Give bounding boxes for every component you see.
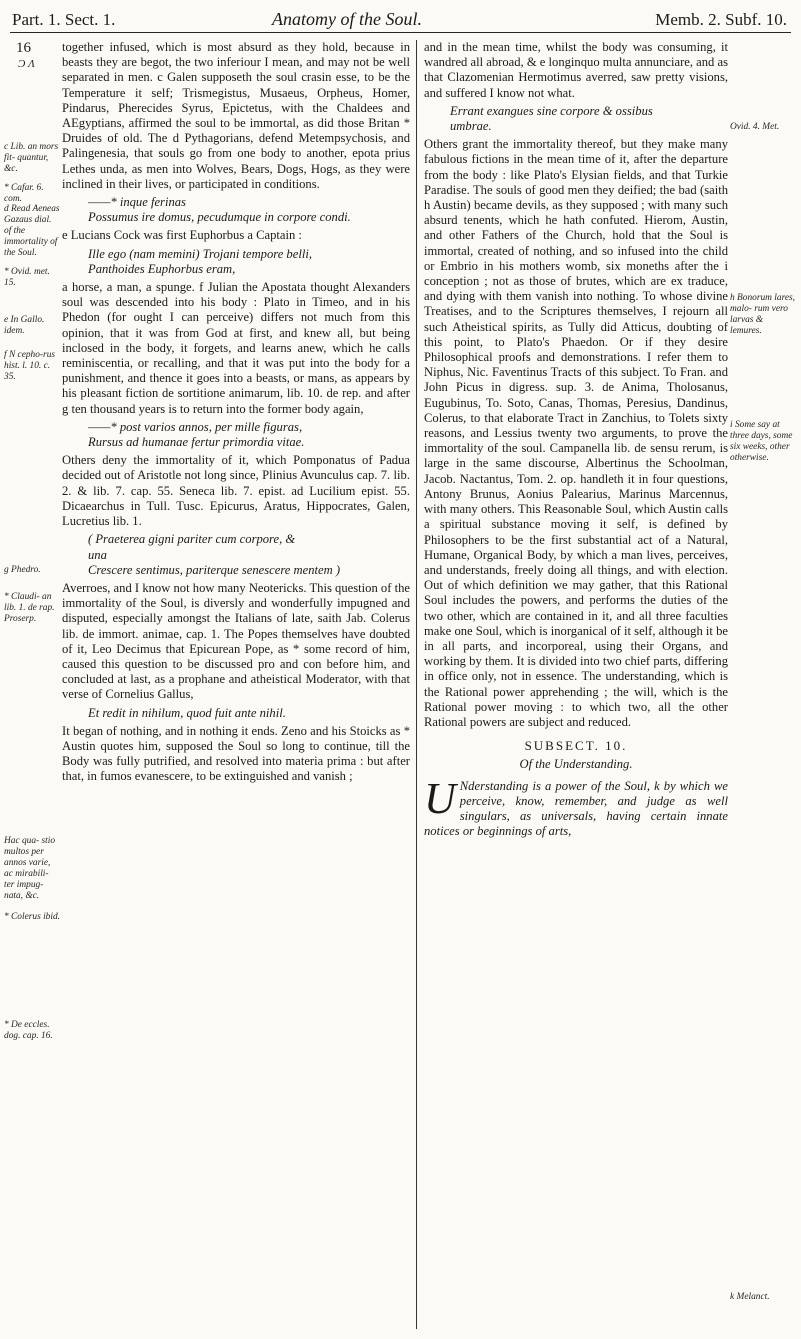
margin-note: e In Gallo. idem.	[4, 315, 45, 336]
drop-cap: U	[424, 773, 456, 823]
margin-note: * Cafar. 6. com.	[4, 183, 44, 204]
margin-note: c Lib. an mors fit- quantur, &c.	[4, 142, 59, 174]
verse-line: Possumus ire domus, pecudumque in corpore condi.	[88, 210, 351, 225]
verse-line: Rursus ad humanae fertur primordia vitae.	[88, 435, 305, 450]
margin-note: * De eccles. dog. cap. 16.	[4, 1020, 53, 1041]
paragraph: together infused, which is most absurd as they hold, because in beasts they are begot, the two inferiour I mean, and may not be well separated in men. c Galen supposeth the soul crasin esse, to be the Temperature it self; Trismegistus, Musaeus, Orpheus, Homer, Pindarus, Pherecides Syrus, Epictetus, with the Chaldees and AEgyptians, affirmed the soul to be immortal, as did those Britan * Druides of old. The d Pythagorians, defend Metempsychosis, and Palingenesia, that souls go from one body to another, epota prius Lethes unda, as men into Wolves, Bears, Dogs, Hogs, as they were inclined in their lives, or participated in conditions.	[62, 40, 410, 191]
verse-line: Crescere sentimus, pariterque senescere mentem )	[88, 562, 341, 577]
margin-note: Hac qua- stio multos per annos varie, ac mirabili- ter impug- nata, &c.	[4, 836, 56, 901]
verse-line: Et redit in nihilum, quod fuit ante nihil.	[88, 705, 286, 720]
margin-note: Ovid. 4. Met.	[730, 122, 780, 132]
paragraph: Others deny the immortality of it, which Pomponatus of Padua decided out of Aristotle not long since, Plinius Avunculus cap. 7. lib. 2. & lib. 7. cap. 55. Seneca lib. 7. epist. ad Lucilium epist. 55. Dicaearchus in Tull. Tusc. Epicurus, Aratus, Hippocrates, Galen, Lucretius lib. 1.	[62, 453, 410, 529]
verse-line: Errant exangues sine corpore & ossibus	[450, 103, 653, 118]
section-heading: SUBSECT. 10.	[524, 738, 628, 754]
verse-quote	[62, 706, 410, 721]
margin-note: h Bonorum lares, malo- rum vero larvas & lemures.	[730, 293, 796, 336]
definition-text: Nderstanding is a power of the Soul, k by which we perceive, know, remember, and judge as well singulars, as universals, having certain innate notices or beginnings of arts,	[424, 778, 728, 839]
margin-note: i Some say at three days, some six weeks, other otherwise.	[730, 420, 793, 463]
margin-note: * Claudi- an lib. 1. de rap. Proserp.	[4, 592, 55, 624]
verse-quote	[62, 195, 410, 225]
margin-note: * Colerus ibid.	[4, 912, 60, 922]
page-number: 16	[16, 40, 31, 56]
column-divider	[416, 40, 417, 1329]
paragraph: and in the mean time, whilst the body was consuming, it wandred all abroad, & e longinquo multa annunciare, and as that Clazomenian Hermotimus averred, saw pretty visions, and suffered I know not what.	[424, 40, 728, 100]
paragraph: a horse, a man, a spunge. f Julian the Apostata thought Alexanders soul was descended into his body : Plato in Timeo, and in his Phedon (for ought I can perceive) differs not much from this opinion, that it was from God at first, and knew all, but being inclosed in the body, it forgets, and learns anew, which he calls reminiscentia, or recalling, and that it was put into the body for a punishment, and thence it goes into a beasts, or mans, as appears by his pleasant fiction de sortitione animarum, lib. 10. de rep. and after g ten thousand years is to return into the former body again,	[62, 280, 410, 416]
verse-line: una	[88, 547, 107, 562]
margin-note: f N cepho-rus hist. l. 10. c. 35.	[4, 350, 56, 382]
verse-quote	[424, 104, 728, 134]
verse-line: Ille ego (nam memini) Trojani tempore belli,	[88, 246, 312, 261]
margin-note: d Read Aeneas Gazaus dial. of the immortality of the Soul.	[4, 204, 60, 258]
paragraph: It began of nothing, and in nothing it ends. Zeno and his Stoicks as * Austin quotes him, supposed the Soul so long to continue, till the Body was fully putrified, and resolved into materia prima : but after that, in fumos evanescere, to be extinguished and vanish ;	[62, 723, 410, 784]
section-subtitle: Of the Understanding.	[519, 757, 633, 772]
verse-line: ( Praeterea gigni pariter cum corpore, &	[88, 532, 296, 547]
paragraph: Others grant the immortality thereof, but they make many fabulous fictions in the mean time of it, after the departure from the body : like Plato's Elysian fields, and that Turkie Paradise. The souls of good men they deified; the bad (saith h Austin) became devils, as they supposed ; with many such absurd tenents, which he hath confuted. Hierom, Austin, and other Fathers of the Church, hold that the Soul is immortal, created of nothing, and so infused into the child or Embrio in his mothers womb, six moneths after the i conception ; not as those of brutes, which are ex traduce, and dying with them vanish into nothing. To whose divine Treatises, and to the Scriptures themselves, I rejourn all such Atheistical spirits, as Tully did Atticus, doubting of this point, to Plato's Phaedon. Or if they desire Philosophical proofs and demonstrations. I refer them to Niphus, Nic. Faventinus Tracts of this subject. To Fran. and John Picus in digress. sup. 3. de Anima, Tholosanus, Eugubinus, To. Soto, Canas, Thomas, Peresius, Dandinus, Colerus, to that elaborate Tract in Zanchius, to Tolets sixty reasons, and Lessius twenty two arguments, to prove the immortality of the soul. Campanella lib. de sensu rerum, is large in the same discourse, Albertinus the Schoolman, Jacob. Nactantus, Tom. 2. op. handleth it in four questions, Antony Brunus, Aonius Palearius, Marinus Marcennus, with many others. This Reasonable Soul, which Austin calls a spiritual substance moving it self, is defined by Philosophers to be the first substantial act of a Natural, Humane, Organical Body, by which a man lives, perceives, and understands, freely doing all things, and with election. Out of which definition we may gather, that this Rational Soul includes the powers, and performs the duties of the two other, which are contained in it, and all three faculties make one Soul, which is inorganical of it self, although it be in all parts, and incorporeal, using their Organs, and working by them. It is divided into two chief parts, differing in office only, not in essence. The understanding, which is the Rational power apprehending ; the will, which is the Rational power moving : to which two, all the other Rational powers are subject and reduced.	[424, 137, 728, 729]
paragraph: e Lucians Cock was first Euphorbus a Captain :	[62, 228, 302, 243]
signature-mark: Ɔ Ʌ	[18, 58, 35, 70]
verse-quote	[62, 247, 410, 277]
left-column	[62, 40, 410, 788]
header-title: Anatomy of the Soul.	[272, 9, 422, 29]
margin-note: k Melanct.	[730, 1292, 770, 1302]
verse-quote	[62, 420, 410, 450]
margin-note: * Ovid. met. 15.	[4, 267, 50, 288]
verse-line: Panthoides Euphorbus eram,	[88, 261, 236, 276]
header-member: Memb. 2. Subf. 10.	[655, 10, 787, 29]
verse-line: ——* inque ferinas	[88, 195, 186, 210]
definition-paragraph	[424, 773, 728, 840]
right-column	[424, 40, 728, 842]
paragraph: Averroes, and I know not how many Neotericks. This question of the immortality of the Soul, is diversly and wonderfully impugned and disputed, especially amongst the Italians of late, saith Jab. Colerus lib. de immort. animae, cap. 1. The Popes themselves have doubted of it, Leo Decimus that Epicurean Pope, as * some record of him, caused this question to be discussed pro and con before him, and concluded at last, as a prophane and atheistical Moderator, with that verse of Cornelius Gallus,	[62, 580, 410, 702]
verse-line: umbrae.	[450, 119, 492, 134]
header-part: Part. 1. Sect. 1.	[12, 10, 116, 29]
verse-quote	[62, 532, 410, 578]
verse-line: ——* post varios annos, per mille figuras,	[88, 419, 303, 434]
margin-note: g Phedro.	[4, 565, 41, 575]
running-header	[10, 6, 791, 33]
